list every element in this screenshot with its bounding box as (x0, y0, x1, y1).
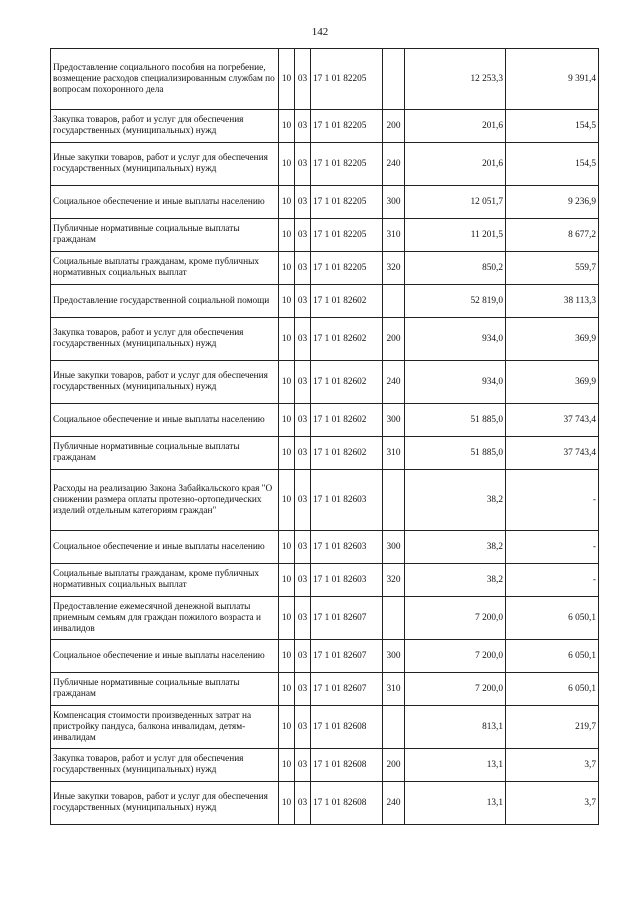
executed-amount: 6 050,1 (506, 640, 599, 673)
section-code: 10 (279, 470, 295, 531)
approved-amount: 201,6 (405, 110, 506, 143)
approved-amount: 38,2 (405, 531, 506, 564)
approved-amount: 52 819,0 (405, 285, 506, 318)
subsection-code: 03 (295, 470, 311, 531)
target-article-code: 17 1 01 82205 (311, 186, 383, 219)
row-name: Социальные выплаты гражданам, кроме публичных нормативных социальных выплат (51, 564, 279, 597)
row-name: Социальное обеспечение и иные выплаты населению (51, 531, 279, 564)
expense-type-code (383, 706, 405, 749)
target-article-code: 17 1 01 82602 (311, 404, 383, 437)
section-code: 10 (279, 110, 295, 143)
expense-type-code: 200 (383, 318, 405, 361)
executed-amount: - (506, 564, 599, 597)
subsection-code: 03 (295, 49, 311, 110)
table-row (51, 143, 599, 186)
section-code: 10 (279, 564, 295, 597)
approved-amount: 11 201,5 (405, 219, 506, 252)
table-row (51, 404, 599, 437)
executed-amount: 3,7 (506, 782, 599, 825)
target-article-code: 17 1 01 82602 (311, 437, 383, 470)
executed-amount: - (506, 470, 599, 531)
executed-amount: 369,9 (506, 318, 599, 361)
approved-amount: 38,2 (405, 470, 506, 531)
section-code: 10 (279, 673, 295, 706)
executed-amount: 37 743,4 (506, 404, 599, 437)
section-code: 10 (279, 749, 295, 782)
executed-amount: 154,5 (506, 110, 599, 143)
approved-amount: 934,0 (405, 318, 506, 361)
row-name: Расходы на реализацию Закона Забайкальского края "О снижении размера оплаты протезно-ортопедических изделий отдельным категориям граждан" (51, 470, 279, 531)
expense-type-code: 300 (383, 640, 405, 673)
expense-type-code: 320 (383, 252, 405, 285)
table-row (51, 564, 599, 597)
row-name: Иные закупки товаров, работ и услуг для обеспечения государственных (муниципальных) нужд (51, 782, 279, 825)
subsection-code: 03 (295, 706, 311, 749)
subsection-code: 03 (295, 404, 311, 437)
row-name: Предоставление ежемесячной денежной выплаты приемным семьям для граждан пожилого возраста и инвалидов (51, 597, 279, 640)
target-article-code: 17 1 01 82205 (311, 110, 383, 143)
page-number: 142 (311, 26, 329, 38)
table-row (51, 110, 599, 143)
expense-type-code: 240 (383, 361, 405, 404)
subsection-code: 03 (295, 110, 311, 143)
approved-amount: 12 051,7 (405, 186, 506, 219)
table-row (51, 673, 599, 706)
expense-type-code: 300 (383, 531, 405, 564)
section-code: 10 (279, 186, 295, 219)
section-code: 10 (279, 640, 295, 673)
table-row (51, 285, 599, 318)
table-row (51, 49, 599, 110)
expense-type-code: 200 (383, 110, 405, 143)
row-name: Социальные выплаты гражданам, кроме публичных нормативных социальных выплат (51, 252, 279, 285)
target-article-code: 17 1 01 82607 (311, 597, 383, 640)
section-code: 10 (279, 318, 295, 361)
approved-amount: 7 200,0 (405, 673, 506, 706)
section-code: 10 (279, 49, 295, 110)
target-article-code: 17 1 01 82205 (311, 219, 383, 252)
target-article-code: 17 1 01 82602 (311, 285, 383, 318)
expense-type-code (383, 49, 405, 110)
section-code: 10 (279, 531, 295, 564)
expense-type-code: 310 (383, 219, 405, 252)
section-code: 10 (279, 361, 295, 404)
subsection-code: 03 (295, 186, 311, 219)
expense-type-code: 240 (383, 143, 405, 186)
approved-amount: 51 885,0 (405, 437, 506, 470)
table-row (51, 749, 599, 782)
approved-amount: 51 885,0 (405, 404, 506, 437)
subsection-code: 03 (295, 564, 311, 597)
executed-amount: 38 113,3 (506, 285, 599, 318)
executed-amount: 8 677,2 (506, 219, 599, 252)
table-row (51, 782, 599, 825)
target-article-code: 17 1 01 82602 (311, 361, 383, 404)
target-article-code: 17 1 01 82603 (311, 470, 383, 531)
approved-amount: 850,2 (405, 252, 506, 285)
subsection-code: 03 (295, 252, 311, 285)
executed-amount: - (506, 531, 599, 564)
table-body (51, 49, 599, 825)
row-name: Социальное обеспечение и иные выплаты населению (51, 186, 279, 219)
approved-amount: 12 253,3 (405, 49, 506, 110)
subsection-code: 03 (295, 285, 311, 318)
target-article-code: 17 1 01 82205 (311, 252, 383, 285)
target-article-code: 17 1 01 82608 (311, 706, 383, 749)
row-name: Предоставление государственной социальной помощи (51, 285, 279, 318)
executed-amount: 154,5 (506, 143, 599, 186)
target-article-code: 17 1 01 82607 (311, 640, 383, 673)
expense-type-code: 300 (383, 186, 405, 219)
subsection-code: 03 (295, 361, 311, 404)
section-code: 10 (279, 437, 295, 470)
table-row (51, 531, 599, 564)
section-code: 10 (279, 404, 295, 437)
executed-amount: 219,7 (506, 706, 599, 749)
subsection-code: 03 (295, 640, 311, 673)
budget-table (50, 48, 599, 825)
table-row (51, 470, 599, 531)
section-code: 10 (279, 285, 295, 318)
expense-type-code: 240 (383, 782, 405, 825)
table-row (51, 252, 599, 285)
target-article-code: 17 1 01 82205 (311, 49, 383, 110)
approved-amount: 7 200,0 (405, 597, 506, 640)
executed-amount: 3,7 (506, 749, 599, 782)
target-article-code: 17 1 01 82205 (311, 143, 383, 186)
row-name: Социальное обеспечение и иные выплаты населению (51, 640, 279, 673)
executed-amount: 559,7 (506, 252, 599, 285)
approved-amount: 13,1 (405, 782, 506, 825)
row-name: Публичные нормативные социальные выплаты гражданам (51, 437, 279, 470)
subsection-code: 03 (295, 782, 311, 825)
approved-amount: 7 200,0 (405, 640, 506, 673)
target-article-code: 17 1 01 82608 (311, 749, 383, 782)
row-name: Предоставление социального пособия на погребение, возмещение расходов специализированным службам по вопросам похоронного дела (51, 49, 279, 110)
subsection-code: 03 (295, 597, 311, 640)
row-name: Публичные нормативные социальные выплаты гражданам (51, 219, 279, 252)
expense-type-code: 320 (383, 564, 405, 597)
row-name: Иные закупки товаров, работ и услуг для обеспечения государственных (муниципальных) нужд (51, 143, 279, 186)
table-row (51, 186, 599, 219)
approved-amount: 201,6 (405, 143, 506, 186)
expense-type-code (383, 470, 405, 531)
subsection-code: 03 (295, 673, 311, 706)
target-article-code: 17 1 01 82603 (311, 564, 383, 597)
section-code: 10 (279, 706, 295, 749)
executed-amount: 6 050,1 (506, 673, 599, 706)
approved-amount: 934,0 (405, 361, 506, 404)
section-code: 10 (279, 219, 295, 252)
expense-type-code: 200 (383, 749, 405, 782)
subsection-code: 03 (295, 437, 311, 470)
row-name: Закупка товаров, работ и услуг для обеспечения государственных (муниципальных) нужд (51, 318, 279, 361)
executed-amount: 37 743,4 (506, 437, 599, 470)
table-row (51, 437, 599, 470)
executed-amount: 369,9 (506, 361, 599, 404)
section-code: 10 (279, 252, 295, 285)
target-article-code: 17 1 01 82602 (311, 318, 383, 361)
row-name: Социальное обеспечение и иные выплаты населению (51, 404, 279, 437)
expense-type-code (383, 597, 405, 640)
subsection-code: 03 (295, 531, 311, 564)
row-name: Иные закупки товаров, работ и услуг для обеспечения государственных (муниципальных) нужд (51, 361, 279, 404)
approved-amount: 38,2 (405, 564, 506, 597)
section-code: 10 (279, 597, 295, 640)
section-code: 10 (279, 143, 295, 186)
subsection-code: 03 (295, 219, 311, 252)
row-name: Компенсация стоимости произведенных затрат на пристройку пандуса, балкона инвалидам, детям-инвалидам (51, 706, 279, 749)
target-article-code: 17 1 01 82603 (311, 531, 383, 564)
row-name: Закупка товаров, работ и услуг для обеспечения государственных (муниципальных) нужд (51, 749, 279, 782)
expense-type-code: 310 (383, 437, 405, 470)
table-row (51, 640, 599, 673)
expense-type-code (383, 285, 405, 318)
approved-amount: 13,1 (405, 749, 506, 782)
table-row (51, 318, 599, 361)
expense-type-code: 310 (383, 673, 405, 706)
target-article-code: 17 1 01 82608 (311, 782, 383, 825)
executed-amount: 9 236,9 (506, 186, 599, 219)
section-code: 10 (279, 782, 295, 825)
table-row (51, 361, 599, 404)
subsection-code: 03 (295, 749, 311, 782)
expense-type-code: 300 (383, 404, 405, 437)
table-row (51, 706, 599, 749)
subsection-code: 03 (295, 318, 311, 361)
subsection-code: 03 (295, 143, 311, 186)
executed-amount: 6 050,1 (506, 597, 599, 640)
table-row (51, 219, 599, 252)
row-name: Публичные нормативные социальные выплаты гражданам (51, 673, 279, 706)
approved-amount: 813,1 (405, 706, 506, 749)
row-name: Закупка товаров, работ и услуг для обеспечения государственных (муниципальных) нужд (51, 110, 279, 143)
executed-amount: 9 391,4 (506, 49, 599, 110)
table-row (51, 597, 599, 640)
target-article-code: 17 1 01 82607 (311, 673, 383, 706)
